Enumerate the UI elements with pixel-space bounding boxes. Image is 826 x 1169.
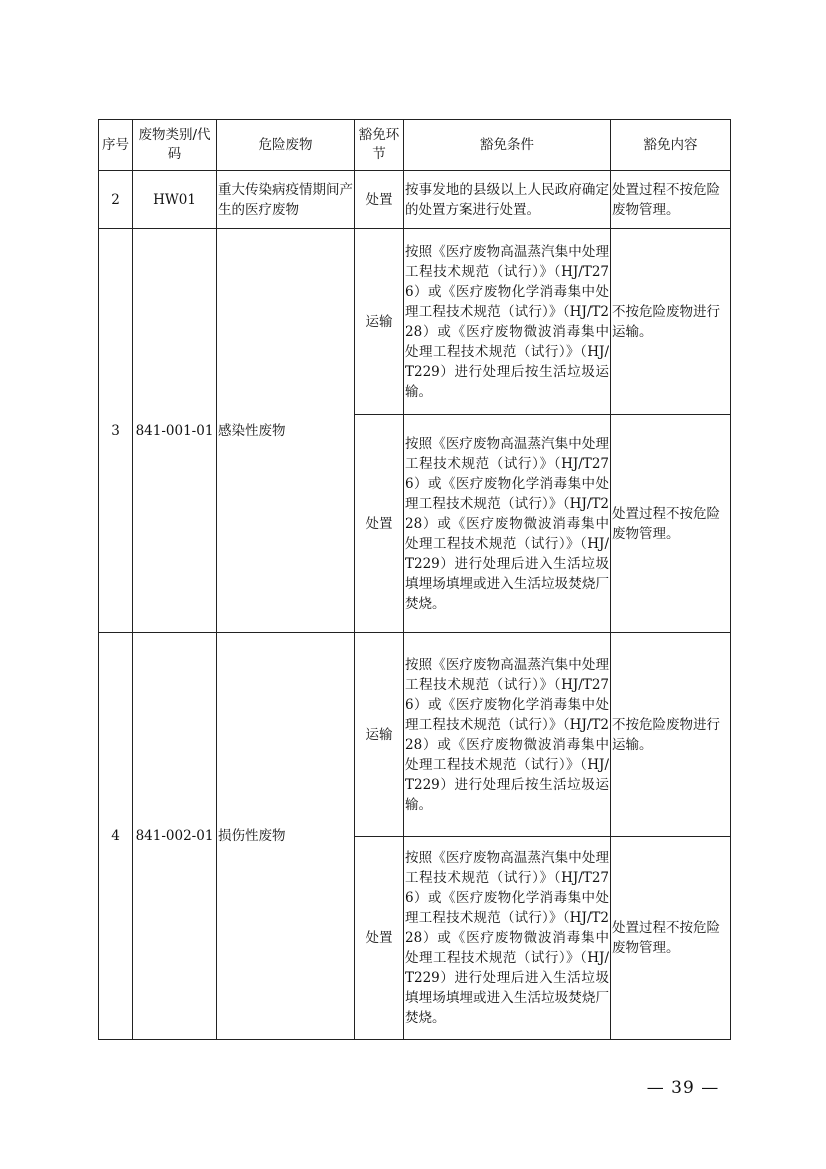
content-cell: 处置过程不按危险废物管理。 xyxy=(611,171,731,229)
table-row xyxy=(99,171,731,229)
code-cell: HW01 xyxy=(133,171,217,229)
stage-cell: 处置 xyxy=(355,415,404,633)
header-exempt-stage: 豁免环节 xyxy=(355,120,404,171)
code-cell: 841-002-01 xyxy=(133,633,217,1040)
waste-name-cell: 重大传染病疫情期间产生的医疗废物 xyxy=(217,171,355,229)
content-cell: 不按危险废物进行运输。 xyxy=(611,633,731,837)
condition-cell: 按照《医疗废物高温蒸汽集中处理工程技术规范（试行）》（HJ/T276）或《医疗废物化学消毒集中处理工程技术规范（试行）》（HJ/T228）或《医疗废物微波消毒集中处理工程技术规范（试行）》（HJ/T229）进行处理后进入生活垃圾填埋场填埋或进入生活垃圾焚烧厂焚烧。 xyxy=(404,837,611,1040)
serial-cell: 3 xyxy=(99,229,133,633)
serial-cell: 4 xyxy=(99,633,133,1040)
header-category-code: 废物类别/代码 xyxy=(133,120,217,171)
stage-cell: 处置 xyxy=(355,171,404,229)
stage-cell: 运输 xyxy=(355,229,404,415)
waste-name-cell: 损伤性废物 xyxy=(217,633,355,1040)
table-row xyxy=(99,229,731,415)
condition-cell: 按事发地的县级以上人民政府确定的处置方案进行处置。 xyxy=(404,171,611,229)
exemption-table xyxy=(98,119,731,1040)
serial-cell: 2 xyxy=(99,171,133,229)
condition-cell: 按照《医疗废物高温蒸汽集中处理工程技术规范（试行）》（HJ/T276）或《医疗废物化学消毒集中处理工程技术规范（试行）》（HJ/T228）或《医疗废物微波消毒集中处理工程技术规范（试行）》（HJ/T229）进行处理后按生活垃圾运输。 xyxy=(404,229,611,415)
header-hazardous-waste: 危险废物 xyxy=(217,120,355,171)
waste-name-cell: 感染性废物 xyxy=(217,229,355,633)
header-exempt-content: 豁免内容 xyxy=(611,120,731,171)
stage-cell: 处置 xyxy=(355,837,404,1040)
header-exempt-condition: 豁免条件 xyxy=(404,120,611,171)
content-cell: 处置过程不按危险废物管理。 xyxy=(611,837,731,1040)
table-row xyxy=(99,633,731,837)
stage-cell: 运输 xyxy=(355,633,404,837)
header-serial: 序号 xyxy=(99,120,133,171)
page-number: — 39 — xyxy=(646,1078,720,1098)
table-header-row xyxy=(99,120,731,171)
code-cell: 841-001-01 xyxy=(133,229,217,633)
condition-cell: 按照《医疗废物高温蒸汽集中处理工程技术规范（试行）》（HJ/T276）或《医疗废物化学消毒集中处理工程技术规范（试行）》（HJ/T228）或《医疗废物微波消毒集中处理工程技术规范（试行）》（HJ/T229）进行处理后进入生活垃圾填埋场填埋或进入生活垃圾焚烧厂焚烧。 xyxy=(404,415,611,633)
content-cell: 不按危险废物进行运输。 xyxy=(611,229,731,415)
condition-cell: 按照《医疗废物高温蒸汽集中处理工程技术规范（试行）》（HJ/T276）或《医疗废物化学消毒集中处理工程技术规范（试行）》（HJ/T228）或《医疗废物微波消毒集中处理工程技术规范（试行）》（HJ/T229）进行处理后按生活垃圾运输。 xyxy=(404,633,611,837)
content-cell: 处置过程不按危险废物管理。 xyxy=(611,415,731,633)
